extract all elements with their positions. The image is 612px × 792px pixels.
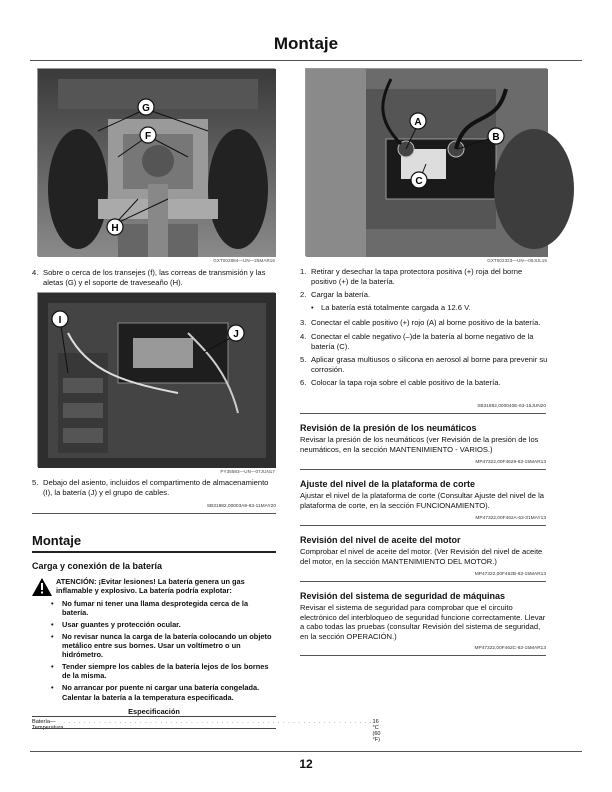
callout-j: J bbox=[233, 329, 239, 340]
page-number: 12 bbox=[299, 757, 313, 771]
photo-battery bbox=[305, 68, 547, 256]
reference-code: SB31882,000040E-63-15JUN20 bbox=[477, 404, 546, 409]
callout-b: B bbox=[492, 132, 500, 143]
warning-icon bbox=[32, 578, 52, 596]
list-item: 4. Conectar el cable negativo (–)de la batería al borne negativo de la batería (C). bbox=[300, 331, 534, 351]
divider bbox=[300, 469, 546, 470]
list-item: • Usar guantes y protección ocular. bbox=[42, 620, 276, 629]
callout-a: A bbox=[414, 117, 422, 128]
divider bbox=[300, 413, 546, 414]
list-item: 6. Colocar la tapa roja sobre el cable positivo de la batería. bbox=[300, 378, 501, 388]
subsection-heading: Ajuste del nivel de la plataforma de corte bbox=[300, 479, 476, 489]
divider bbox=[300, 655, 546, 656]
list-item: • No revisar nunca la carga de la batería colocando un objeto metálico entre sus bornes. Usar un voltímetro o un hidrómetro. bbox=[42, 632, 276, 660]
section-rule bbox=[32, 551, 276, 553]
photo-transaxle bbox=[37, 68, 275, 256]
warning-text: ATENCIÓN: ¡Evitar lesiones! La batería genera un gas inflamable y explosivo. La batería podría explotar: bbox=[56, 577, 245, 596]
subsection-heading: Revisión de la presión de los neumáticos bbox=[300, 423, 477, 433]
callout-c: C bbox=[415, 176, 423, 187]
paragraph: Revisar el sistema de seguridad para comprobar que el circuito electrónico del interbloqueo de seguridad funcione correctamente. Llevar a cabo todas las pruebas (consultar Revisión del sistema de seguridad, en la sección OPERACIÓN.) bbox=[300, 603, 546, 641]
list-item: • No fumar ni tener una llama desprotegida cerca de la batería. bbox=[42, 599, 276, 618]
photo-code: GXT002323—UN—09JUL15 bbox=[487, 258, 547, 263]
warning-list bbox=[42, 599, 276, 702]
reference-code: MP47322,00F462A-63-31MAY13 bbox=[475, 516, 546, 521]
reference-code: SB31882,00003A9-63-11MAY20 bbox=[206, 504, 276, 509]
photo-code: GXT002884—UN—25MAR16 bbox=[213, 258, 275, 263]
subsection-heading: Revisión del sistema de seguridad de máquinas bbox=[300, 591, 506, 601]
list-item: 3. Conectar el cable positivo (+) rojo (A) al borne positivo de la batería. bbox=[300, 318, 541, 328]
sub-bullet: • La batería está totalmente cargada a 12.6 V. bbox=[311, 302, 471, 312]
divider bbox=[32, 513, 276, 514]
reference-code: MP47322,00F462C-63-15MAR13 bbox=[474, 646, 546, 651]
list-item: 1. Retirar y desechar la tapa protectora positiva (+) roja del borne positivo (+) de la batería. bbox=[300, 267, 523, 286]
paragraph: Ajustar el nivel de la plataforma de corte (Consultar Ajuste del nivel de la plataforma de corte, en la sección FUNCIONAMIENTO). bbox=[300, 491, 544, 510]
spec-row: Batería— . . . . . . . . . . . . . . . . . . . . . . . . . . . . . . . . . . . . . . . . . . . . . . . . . . . . . . . . . . . . . 16 °C (60 °F) bbox=[32, 719, 381, 743]
step-4: 4. Sobre o cerca de los transejes (f), las correas de transmisión y las aletas (G) y el soporte de traveseaño (H). bbox=[32, 268, 266, 287]
photo-under-seat bbox=[37, 292, 275, 467]
spec-rule bbox=[32, 716, 276, 717]
paragraph: Revisar la presión de los neumáticos (ver Revisión de la presión de los neumáticos, en la sección MANTENIMIENTO - VARIOS.) bbox=[300, 435, 539, 454]
page-title: Montaje bbox=[273, 34, 339, 53]
steps-list bbox=[300, 267, 548, 388]
reference-code: MP47322,00F4629-63-15MAR13 bbox=[475, 460, 546, 465]
title-rule bbox=[30, 60, 582, 61]
list-item: • No arrancar por puente ni cargar una batería congelada. Calentar la batería a la temperatura especificada. bbox=[42, 683, 276, 702]
spec-rule bbox=[32, 728, 276, 729]
section-heading: Montaje bbox=[32, 533, 82, 548]
callout-i: I bbox=[58, 315, 62, 326]
divider bbox=[300, 581, 546, 582]
step-5: 5. Debajo del asiento, incluidos el compartimento de almacenamiento (I), la batería (J) y el grupo de cables. bbox=[32, 478, 269, 497]
photo-code: PY35593—UN—07JUN17 bbox=[220, 469, 275, 474]
spec-heading: Especificación bbox=[128, 707, 180, 716]
paragraph: Comprobar el nivel de aceite del motor. (Ver Revisión del nivel de aceite del motor, en la sección MANTENIMIENTO DEL MOTOR.) bbox=[300, 547, 543, 566]
callout-f: F bbox=[144, 131, 152, 142]
list-item: 5. Aplicar grasa multiusos o silicona en aerosol al borne para prevenir su corrosión. bbox=[300, 355, 548, 374]
list-item: • Tender siempre los cables de la batería lejos de los bornes de la misma. bbox=[42, 662, 276, 681]
subsection-heading: Revisión del nivel de aceite del motor bbox=[300, 535, 461, 545]
callout-g: G bbox=[142, 103, 150, 114]
list-item: 2. Cargar la batería. bbox=[300, 290, 371, 300]
footer-rule bbox=[30, 751, 582, 752]
subsection-heading: Carga y conexión de la batería bbox=[32, 561, 163, 571]
divider bbox=[300, 525, 546, 526]
reference-code: MP47322,00F462B-63-15MAR13 bbox=[474, 572, 546, 577]
warning-block bbox=[32, 577, 276, 705]
callout-h: H bbox=[111, 223, 119, 234]
